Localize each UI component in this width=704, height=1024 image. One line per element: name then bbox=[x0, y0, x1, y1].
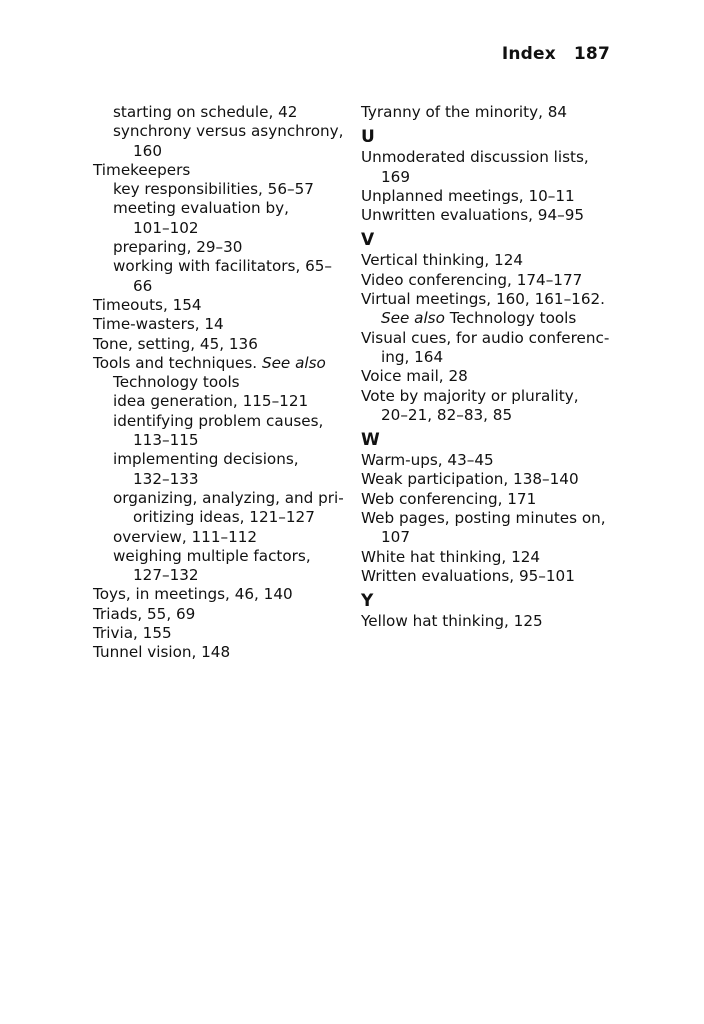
index-entry: Unplanned meetings, 10–11 bbox=[361, 186, 575, 205]
index-subentry: key responsibilities, 56–57 bbox=[113, 180, 314, 199]
entry-continuation: 169 bbox=[381, 167, 410, 186]
index-entry: White hat thinking, 124 bbox=[361, 547, 541, 566]
header-section-title: Index bbox=[501, 44, 556, 64]
entry-continuation: 113–115 bbox=[133, 431, 199, 450]
entry-text: identifying problem causes, bbox=[113, 411, 324, 430]
index-entry: Toys, in meetings, 46, 140 bbox=[93, 585, 293, 604]
index-entry bbox=[361, 387, 623, 426]
index-entry bbox=[361, 290, 623, 329]
index-entry bbox=[361, 509, 623, 548]
index-subentry bbox=[93, 547, 345, 586]
entry-text: Vote by majority or plurality, bbox=[361, 386, 579, 405]
entry-text: implementing decisions, bbox=[113, 450, 299, 469]
index-subentry: working with facilitators, 65–66 bbox=[113, 257, 333, 295]
running-header bbox=[502, 44, 610, 64]
index-subentry: starting on schedule, 42 bbox=[113, 103, 298, 121]
entry-continuation: ing, 164 bbox=[381, 347, 444, 366]
index-subentry bbox=[93, 412, 345, 451]
index-entry: Warm-ups, 43–45 bbox=[361, 451, 494, 470]
index-subentry bbox=[93, 199, 345, 238]
index-entry: Weak participation, 138–140 bbox=[361, 470, 579, 489]
index-entry: Web conferencing, 171 bbox=[361, 489, 537, 508]
index-column-right bbox=[361, 103, 623, 632]
entry-continuation: oritizing ideas, 121–127 bbox=[133, 508, 315, 527]
index-entry: Voice mail, 28 bbox=[361, 367, 468, 386]
section-letter-u: U bbox=[361, 127, 375, 148]
index-entry: Written evaluations, 95–101 bbox=[361, 566, 575, 585]
section-letter-v: V bbox=[361, 230, 375, 251]
section-letter-y: Y bbox=[361, 591, 374, 612]
index-subentry: idea generation, 115–121 bbox=[113, 392, 309, 411]
entry-continuation: Technology tools bbox=[113, 373, 240, 392]
index-entry: Yellow hat thinking, 125 bbox=[361, 612, 543, 631]
entry-text: Unmoderated discussion lists, bbox=[361, 148, 589, 167]
index-entry: Trivia, 155 bbox=[93, 624, 172, 643]
entry-continuation: 160 bbox=[133, 141, 162, 160]
index-entry bbox=[93, 354, 345, 393]
index-entry: Time-wasters, 14 bbox=[93, 315, 224, 334]
see-also-reference: See also bbox=[261, 353, 326, 372]
entry-text: Tools and techniques. bbox=[93, 353, 262, 372]
index-entry: Video conferencing, 174–177 bbox=[361, 270, 583, 289]
entry-text: synchrony versus asynchrony, bbox=[113, 122, 344, 141]
entry-text: Virtual meetings, 160, 161–162. bbox=[361, 290, 605, 309]
index-entry: Timeouts, 154 bbox=[93, 295, 202, 314]
entry-continuation: 20–21, 82–83, 85 bbox=[381, 405, 513, 424]
index-entry bbox=[361, 329, 623, 368]
index-entry: Tone, setting, 45, 136 bbox=[93, 334, 258, 353]
index-entry: Tyranny of the minority, 84 bbox=[361, 103, 568, 121]
index-subentry bbox=[93, 489, 345, 528]
entry-text: Visual cues, for audio conferenc- bbox=[361, 328, 610, 347]
index-entry: Vertical thinking, 124 bbox=[361, 251, 524, 270]
index-subentry: overview, 111–112 bbox=[113, 527, 258, 546]
index-entry: Unwritten evaluations, 94–95 bbox=[361, 206, 585, 225]
entry-text: organizing, analyzing, and pri- bbox=[113, 488, 344, 507]
entry-continuation: 107 bbox=[381, 528, 410, 547]
index-entry bbox=[361, 148, 623, 187]
section-letter-w: W bbox=[361, 430, 380, 451]
index-subentry bbox=[93, 122, 345, 161]
entry-continuation: Technology tools bbox=[444, 309, 577, 328]
index-column-left bbox=[93, 103, 345, 663]
entry-continuation: 101–102 bbox=[133, 218, 199, 237]
index-subentry: preparing, 29–30 bbox=[113, 238, 243, 257]
index-subentry bbox=[93, 450, 345, 489]
entry-continuation: 127–132 bbox=[133, 566, 199, 585]
index-entry: Triads, 55, 69 bbox=[93, 604, 196, 623]
index-entry: Timekeepers bbox=[93, 160, 191, 179]
entry-text: Web pages, posting minutes on, bbox=[361, 509, 606, 528]
page-number: 187 bbox=[573, 44, 610, 64]
entry-continuation: 132–133 bbox=[133, 469, 199, 488]
see-also-reference: See also bbox=[381, 309, 445, 328]
entry-text: meeting evaluation by, bbox=[113, 199, 289, 218]
entry-text: weighing multiple factors, bbox=[113, 546, 311, 565]
index-entry: Tunnel vision, 148 bbox=[93, 643, 231, 662]
